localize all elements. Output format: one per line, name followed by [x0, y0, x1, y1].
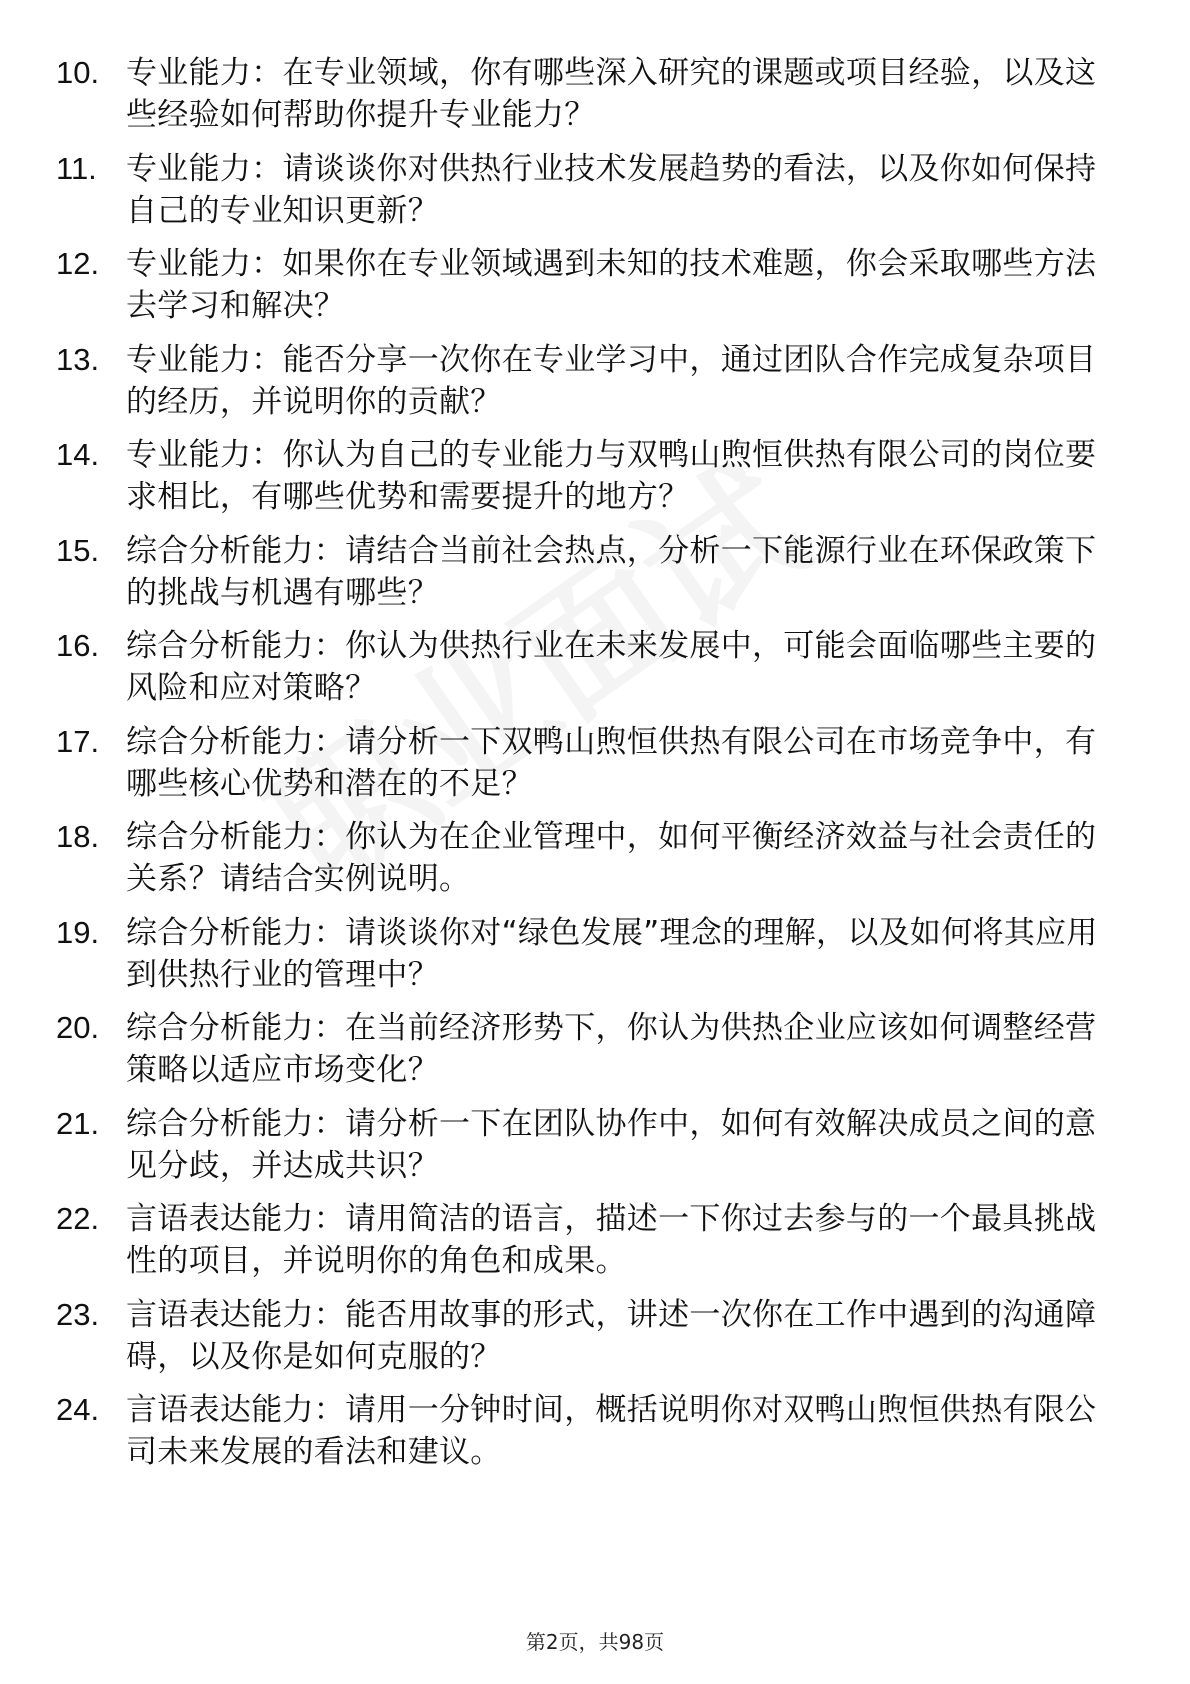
item-number: 14. [56, 437, 100, 472]
item-number: 22. [56, 1201, 100, 1236]
item-text: 专业能力：你认为自己的专业能力与双鸭山煦恒供热有限公司的岗位要求相比，有哪些优势和需要提升的地方？ [126, 437, 1097, 515]
item-text: 言语表达能力：能否用故事的形式，讲述一次你在工作中遇到的沟通障碍，以及你是如何克服的？ [126, 1296, 1097, 1375]
list-item [0, 816, 1190, 912]
item-text: 专业能力：请谈谈你对供热行业技术发展趋势的看法，以及你如何保持自己的专业知识更新？ [126, 150, 1097, 229]
list-item [0, 1198, 1190, 1294]
item-number: 13. [56, 341, 100, 377]
list-item [0, 912, 1190, 1008]
item-number: 24. [56, 1392, 100, 1427]
list-item [0, 243, 1190, 339]
page-footer: 第2页，共98页 [525, 1630, 665, 1654]
item-text: 综合分析能力：你认为在企业管理中，如何平衡经济效益与社会责任的关系？请结合实例说明。 [126, 819, 1097, 897]
list-item [0, 1294, 1190, 1390]
item-number: 15. [56, 532, 100, 568]
item-number: 10. [56, 55, 100, 90]
list-item [0, 1389, 1190, 1485]
item-text: 专业能力：在专业领域，你有哪些深入研究的课题或项目经验，以及这些经验如何帮助你提升专业能力？ [126, 55, 1097, 133]
item-number: 16. [56, 628, 100, 663]
item-number: 23. [56, 1296, 100, 1332]
item-text: 综合分析能力：请结合当前社会热点，分析一下能源行业在环保政策下的挑战与机遇有哪些？ [126, 532, 1097, 611]
list-item [0, 148, 1190, 244]
list-item [0, 1103, 1190, 1199]
item-text: 专业能力：如果你在专业领域遇到未知的技术难题，你会采取哪些方法去学习和解决？ [126, 246, 1097, 324]
item-number: 18. [56, 819, 100, 854]
item-text: 综合分析能力：请谈谈你对“绿色发展”理念的理解，以及如何将其应用到供热行业的管理中？ [126, 914, 1098, 993]
item-text: 专业能力：能否分享一次你在专业学习中，通过团队合作完成复杂项目的经历，并说明你的贡献？ [126, 341, 1097, 420]
item-number: 12. [56, 246, 100, 281]
list-item [0, 1007, 1190, 1103]
item-text: 言语表达能力：请用简洁的语言，描述一下你过去参与的一个最具挑战性的项目，并说明你的角色和成果。 [126, 1201, 1097, 1279]
item-text: 综合分析能力：你认为供热行业在未来发展中，可能会面临哪些主要的风险和应对策略？ [126, 628, 1097, 706]
item-number: 21. [56, 1105, 100, 1141]
item-number: 11. [56, 150, 97, 186]
item-text: 综合分析能力：在当前经济形势下，你认为供热企业应该如何调整经营策略以适应市场变化？ [126, 1010, 1097, 1088]
item-text: 综合分析能力：请分析一下双鸭山煦恒供热有限公司在市场竞争中，有哪些核心优势和潜在的不足？ [126, 723, 1097, 802]
list-item [0, 339, 1190, 435]
list-item [0, 434, 1190, 530]
question-list [0, 52, 1190, 1485]
list-item [0, 530, 1190, 626]
item-text: 综合分析能力：请分析一下在团队协作中，如何有效解决成员之间的意见分歧，并达成共识？ [126, 1105, 1097, 1184]
item-text: 言语表达能力：请用一分钟时间，概括说明你对双鸭山煦恒供热有限公司未来发展的看法和建议。 [126, 1392, 1097, 1470]
list-item [0, 721, 1190, 817]
list-item [0, 52, 1190, 148]
item-number: 17. [56, 723, 100, 759]
item-number: 19. [56, 914, 100, 950]
list-item [0, 625, 1190, 721]
item-number: 20. [56, 1010, 100, 1045]
